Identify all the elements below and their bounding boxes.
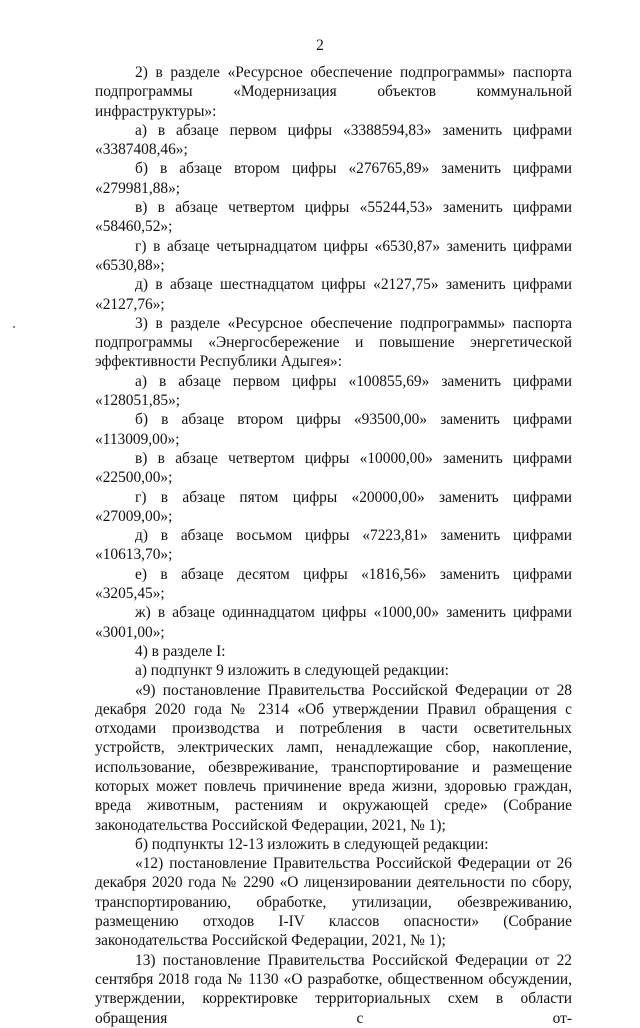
paragraph: г) в абзаце четырнадцатом цифры «6530,87» заменить цифрами «6530,88»; xyxy=(95,237,572,274)
paragraph: 3) в разделе «Ресурсное обеспечение подпрограммы» паспорта подпрограммы «Энергосбережение и повышение энергетической эффективности Республики Адыгея»: xyxy=(95,314,572,371)
paragraph: 4) в разделе I: xyxy=(135,642,226,660)
page-number: 2 xyxy=(316,37,324,54)
paragraph: в) в абзаце четвертом цифры «10000,00» заменить цифрами «22500,00»; xyxy=(95,449,572,487)
paragraph: а) в абзаце первом цифры «3388594,83» заменить цифрами «3387408,46»; xyxy=(95,121,572,159)
paragraph: б) в абзаце втором цифры «93500,00» заменить цифрами «113009,00»; xyxy=(95,411,572,448)
paragraph: г) в абзаце пятом цифры «20000,00» заменить цифрами «27009,00»; xyxy=(95,488,572,525)
paragraph: е) в абзаце десятом цифры «1816,56» заменить цифрами «3205,45»; xyxy=(95,565,572,603)
paragraph: «9) постановление Правительства Российской Федерации от 28 декабря 2020 года № 2314 «Об утверждении Правил обращения с отходами производства и потребления в части осветительных устройств, электрических ламп, ненадлежащие сбор, накопление, использование, обезвреживание, транспортирование и размещение которых может повлечь причинение вреда жизни, здоровью граждан, вреда животным, растениям и окружающей среде» (Собрание законодательства Российской Федерации, 2021, № 1); xyxy=(95,681,572,834)
paragraph: д) в абзаце шестнадцатом цифры «2127,75» заменить цифрами «2127,76»; xyxy=(95,276,572,313)
paragraph: а) в абзаце первом цифры «100855,69» заменить цифрами «128051,85»; xyxy=(95,372,572,410)
paragraph: а) подпункт 9 изложить в следующей редакции: xyxy=(135,662,449,680)
scan-speck xyxy=(13,326,15,328)
paragraph: б) в абзаце втором цифры «276765,89» заменить цифрами «279981,88»; xyxy=(95,160,572,197)
paragraph: 2) в разделе «Ресурсное обеспечение подпрограммы» паспорта подпрограммы «Модернизация объектов коммунальной инфраструктуры»: xyxy=(95,64,572,120)
paragraph: в) в абзаце четвертом цифры «55244,53» заменить цифрами «58460,52»; xyxy=(95,199,572,236)
paragraph: «12) постановление Правительства Российской Федерации от 26 декабря 2020 года № 2290 «О лицензировании деятельности по сбору, транспортированию, обработке, утилизации, обезвреживанию, размещению отходов I-IV классов опасности» (Собрание законодательства Российской Федерации, 2021, № 1); xyxy=(95,855,572,950)
document-body xyxy=(95,63,572,1028)
paragraph: ж) в абзаце одиннадцатом цифры «1000,00» заменить цифрами «3001,00»; xyxy=(95,604,572,641)
paragraph: б) подпункты 12-13 изложить в следующей редакции: xyxy=(135,835,489,853)
paragraph: д) в абзаце восьмом цифры «7223,81» заменить цифрами «10613,70»; xyxy=(95,527,572,564)
paragraph: 13) постановление Правительства Российской Федерации от 22 сентября 2018 года № 1130 «О разработке, общественном обсуждении, утверждении, корректировке территориальных схем в области обращения с от- xyxy=(95,951,572,1027)
